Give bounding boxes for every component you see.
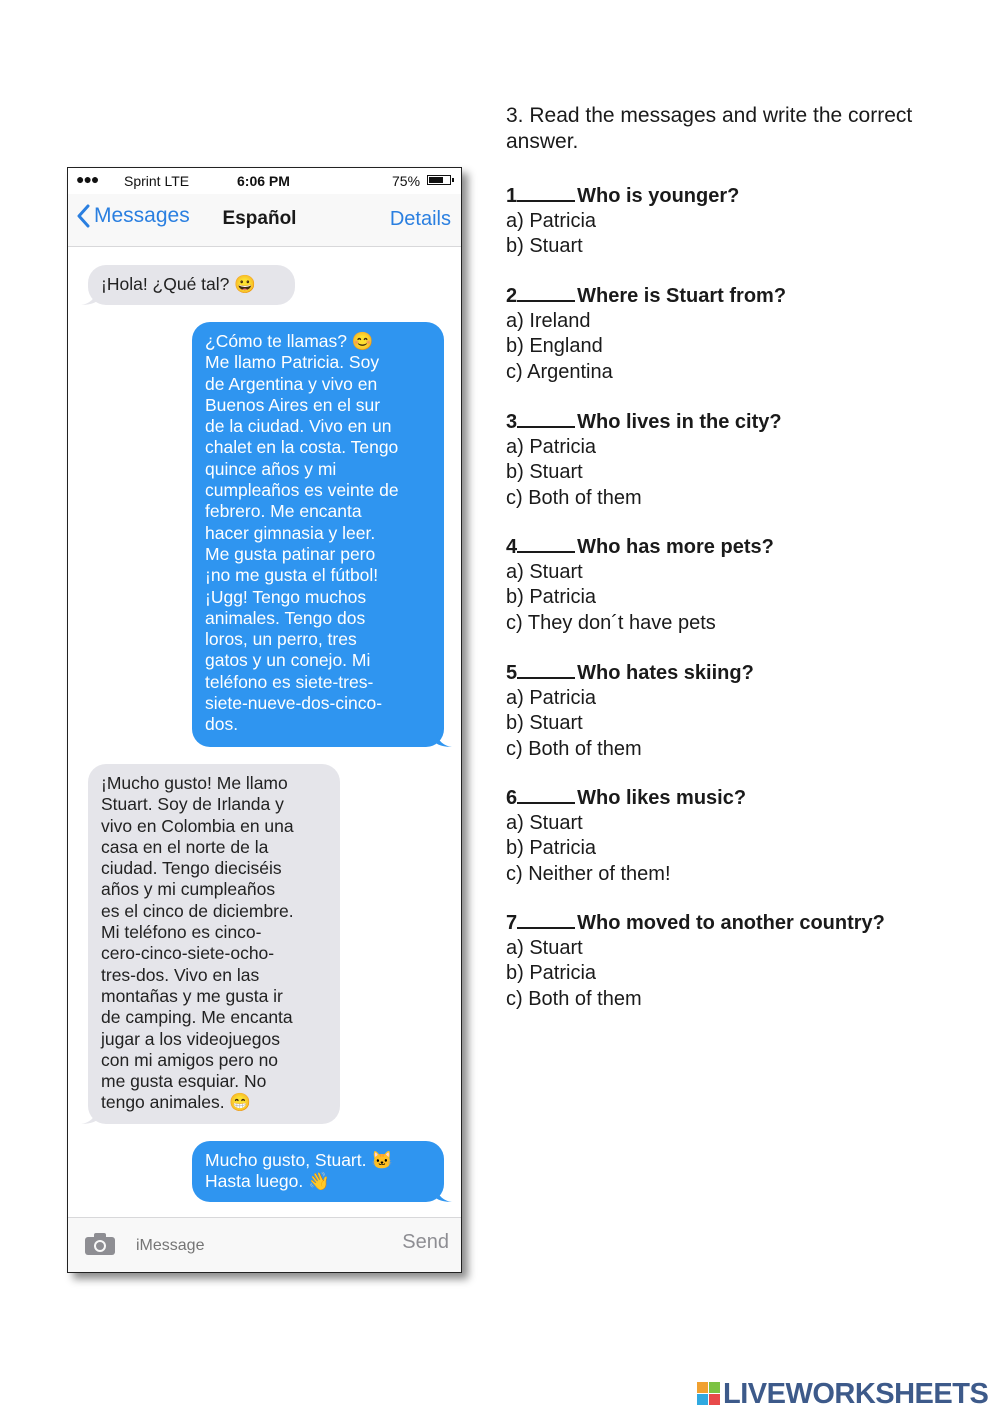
question-item xyxy=(506,532,966,636)
message-bubble-sent xyxy=(192,1141,444,1202)
message-line: loros, un perro, tres xyxy=(205,629,357,650)
message-line: jugar a los videojuegos xyxy=(101,1028,281,1049)
message-line: montañas y me gusta ir xyxy=(101,985,283,1006)
answer-option: a) Patricia xyxy=(506,210,597,233)
message-line: animales. Tengo dos xyxy=(205,607,366,628)
message-line: siete-nueve-dos-cinco- xyxy=(205,693,383,714)
instructions-text: 3. Read the messages and write the correct answer. xyxy=(506,104,913,153)
answer-option: a) Ireland xyxy=(506,310,591,333)
question-text: Who hates skiing? xyxy=(577,662,754,684)
answer-option: c) Argentina xyxy=(506,360,613,383)
message-line: tres-dos. Vivo en las xyxy=(101,964,260,985)
answer-option: c) Neither of them! xyxy=(506,862,671,885)
message-line: me gusta esquiar. No xyxy=(101,1071,267,1092)
details-button[interactable]: Details xyxy=(389,208,451,230)
message-line: tengo animales. 😁 xyxy=(101,1092,252,1113)
question-line xyxy=(506,407,966,435)
answer-blank[interactable] xyxy=(517,908,575,929)
imessage-input[interactable] xyxy=(134,1234,378,1258)
bubble-tail xyxy=(436,733,452,747)
message-line: Mucho gusto, Stuart. 🐱 xyxy=(205,1150,394,1170)
question-number: 6 xyxy=(506,787,518,809)
message-line: de camping. Me encanta xyxy=(101,1007,293,1028)
message-line: Hasta luego. 👋 xyxy=(205,1171,330,1192)
message-line: gatos y un conejo. Mi xyxy=(205,650,371,671)
message-text xyxy=(205,1150,431,1193)
camera-icon[interactable] xyxy=(84,1232,116,1261)
bubble-tail xyxy=(81,291,97,305)
message-input-bar xyxy=(68,1217,461,1272)
battery-icon xyxy=(427,175,451,185)
message-line: ¡Mucho gusto! Me llamo xyxy=(101,773,288,793)
question-number: 7 xyxy=(506,912,518,934)
question-item xyxy=(506,783,966,887)
answer-blank[interactable] xyxy=(517,658,575,679)
question-item xyxy=(506,908,966,1012)
answer-option: b) Stuart xyxy=(506,712,583,735)
message-line: ¡no me gusta el fútbol! xyxy=(205,565,379,586)
message-bubble-received xyxy=(88,265,295,305)
message-line: febrero. Me encanta xyxy=(205,501,362,522)
message-line: quince años y mi xyxy=(205,458,337,479)
bubble-tail xyxy=(81,1110,97,1124)
answer-option: c) Both of them xyxy=(506,987,642,1010)
question-number: 4 xyxy=(506,536,518,558)
message-line: Stuart. Soy de Irlanda y xyxy=(101,794,284,815)
answer-option: c) Both of them xyxy=(506,486,642,509)
status-time: 6:06 PM xyxy=(237,173,290,189)
message-line: casa en el norte de la xyxy=(101,836,269,857)
message-line: de la ciudad. Vivo en un xyxy=(205,416,392,437)
battery-fill xyxy=(429,177,443,183)
status-bar xyxy=(68,168,461,194)
message-line: Me gusta patinar pero xyxy=(205,543,376,564)
nav-bar xyxy=(68,194,461,247)
answer-blank[interactable] xyxy=(517,407,575,428)
logo-text: LIVEWORKSHEETS xyxy=(723,1377,989,1410)
bubble-tail xyxy=(436,1188,452,1202)
message-line: Buenos Aires en el sur xyxy=(205,394,381,415)
send-button[interactable]: Send xyxy=(402,1231,449,1253)
question-text: Who lives in the city? xyxy=(577,411,782,433)
question-item xyxy=(506,407,966,511)
question-text: Who likes music? xyxy=(577,787,747,809)
message-line: es el cinco de diciembre. xyxy=(101,900,294,921)
message-line: con mi amigos pero no xyxy=(101,1049,279,1070)
answer-option: a) Stuart xyxy=(506,561,583,584)
question-line xyxy=(506,532,966,560)
message-line: dos. xyxy=(205,714,239,735)
message-text xyxy=(101,773,327,1114)
logo-mark-icon xyxy=(697,1382,721,1406)
question-text: Who moved to another country? xyxy=(577,912,885,934)
message-line: años y mi cumpleaños xyxy=(101,879,276,900)
question-line xyxy=(506,181,966,209)
message-line: hacer gimnasia y leer. xyxy=(205,522,376,543)
phone-screenshot xyxy=(67,167,462,1273)
message-text: ¡Hola! ¿Qué tal? 😀 xyxy=(101,274,257,294)
message-line: cumpleaños es veinte de xyxy=(205,480,399,501)
answer-blank[interactable] xyxy=(517,281,575,302)
message-text xyxy=(205,331,431,736)
message-bubble-received xyxy=(88,764,340,1124)
question-item xyxy=(506,658,966,762)
battery-percent: 75% xyxy=(392,173,421,189)
message-line: ¿Cómo te llamas? 😊 xyxy=(205,331,374,351)
question-number: 2 xyxy=(506,285,518,307)
answer-option: c) Both of them xyxy=(506,737,642,760)
answer-option: a) Patricia xyxy=(506,687,597,710)
question-text: Who is younger? xyxy=(577,185,740,207)
message-line: Me llamo Patricia. Soy xyxy=(205,352,380,373)
question-line xyxy=(506,908,966,936)
answer-option: b) Patricia xyxy=(506,837,597,860)
answer-option: a) Stuart xyxy=(506,937,583,960)
message-line: de Argentina y vivo en xyxy=(205,373,378,394)
answer-option: a) Patricia xyxy=(506,436,597,459)
message-line: teléfono es siete-tres- xyxy=(205,671,374,692)
message-line: Mi teléfono es cinco- xyxy=(101,922,262,943)
liveworksheets-logo xyxy=(697,1378,988,1410)
answer-option: a) Stuart xyxy=(506,812,583,835)
answer-option: b) England xyxy=(506,335,603,358)
answer-option: c) They don´t have pets xyxy=(506,611,716,634)
answer-blank[interactable] xyxy=(517,532,575,553)
answer-option: b) Patricia xyxy=(506,962,597,985)
answer-blank[interactable] xyxy=(517,181,575,202)
question-text: Where is Stuart from? xyxy=(577,285,787,307)
question-item xyxy=(506,181,966,260)
question-line xyxy=(506,281,966,309)
back-button-label: Messages xyxy=(94,204,190,227)
conversation-title: Español xyxy=(222,208,297,229)
message-line: ciudad. Tengo dieciséis xyxy=(101,858,282,879)
question-number: 1 xyxy=(506,185,518,207)
message-line: chalet en la costa. Tengo xyxy=(205,437,399,458)
message-line: ¡Ugg! Tengo muchos xyxy=(205,586,367,607)
message-line: vivo en Colombia en una xyxy=(101,815,294,836)
question-line xyxy=(506,658,966,686)
signal-dots-icon: ●●● xyxy=(76,171,99,187)
message-line: cero-cinco-siete-ocho- xyxy=(101,943,275,964)
carrier-label: Sprint LTE xyxy=(124,173,190,189)
question-text: Who has more pets? xyxy=(577,536,774,558)
answer-option: b) Stuart xyxy=(506,235,583,258)
message-bubble-sent xyxy=(192,322,444,747)
question-item xyxy=(506,281,966,385)
answer-blank[interactable] xyxy=(517,783,575,804)
answer-option: b) Stuart xyxy=(506,461,583,484)
question-number: 5 xyxy=(506,662,518,684)
answer-option: b) Patricia xyxy=(506,586,597,609)
question-number: 3 xyxy=(506,411,518,433)
question-line xyxy=(506,783,966,811)
